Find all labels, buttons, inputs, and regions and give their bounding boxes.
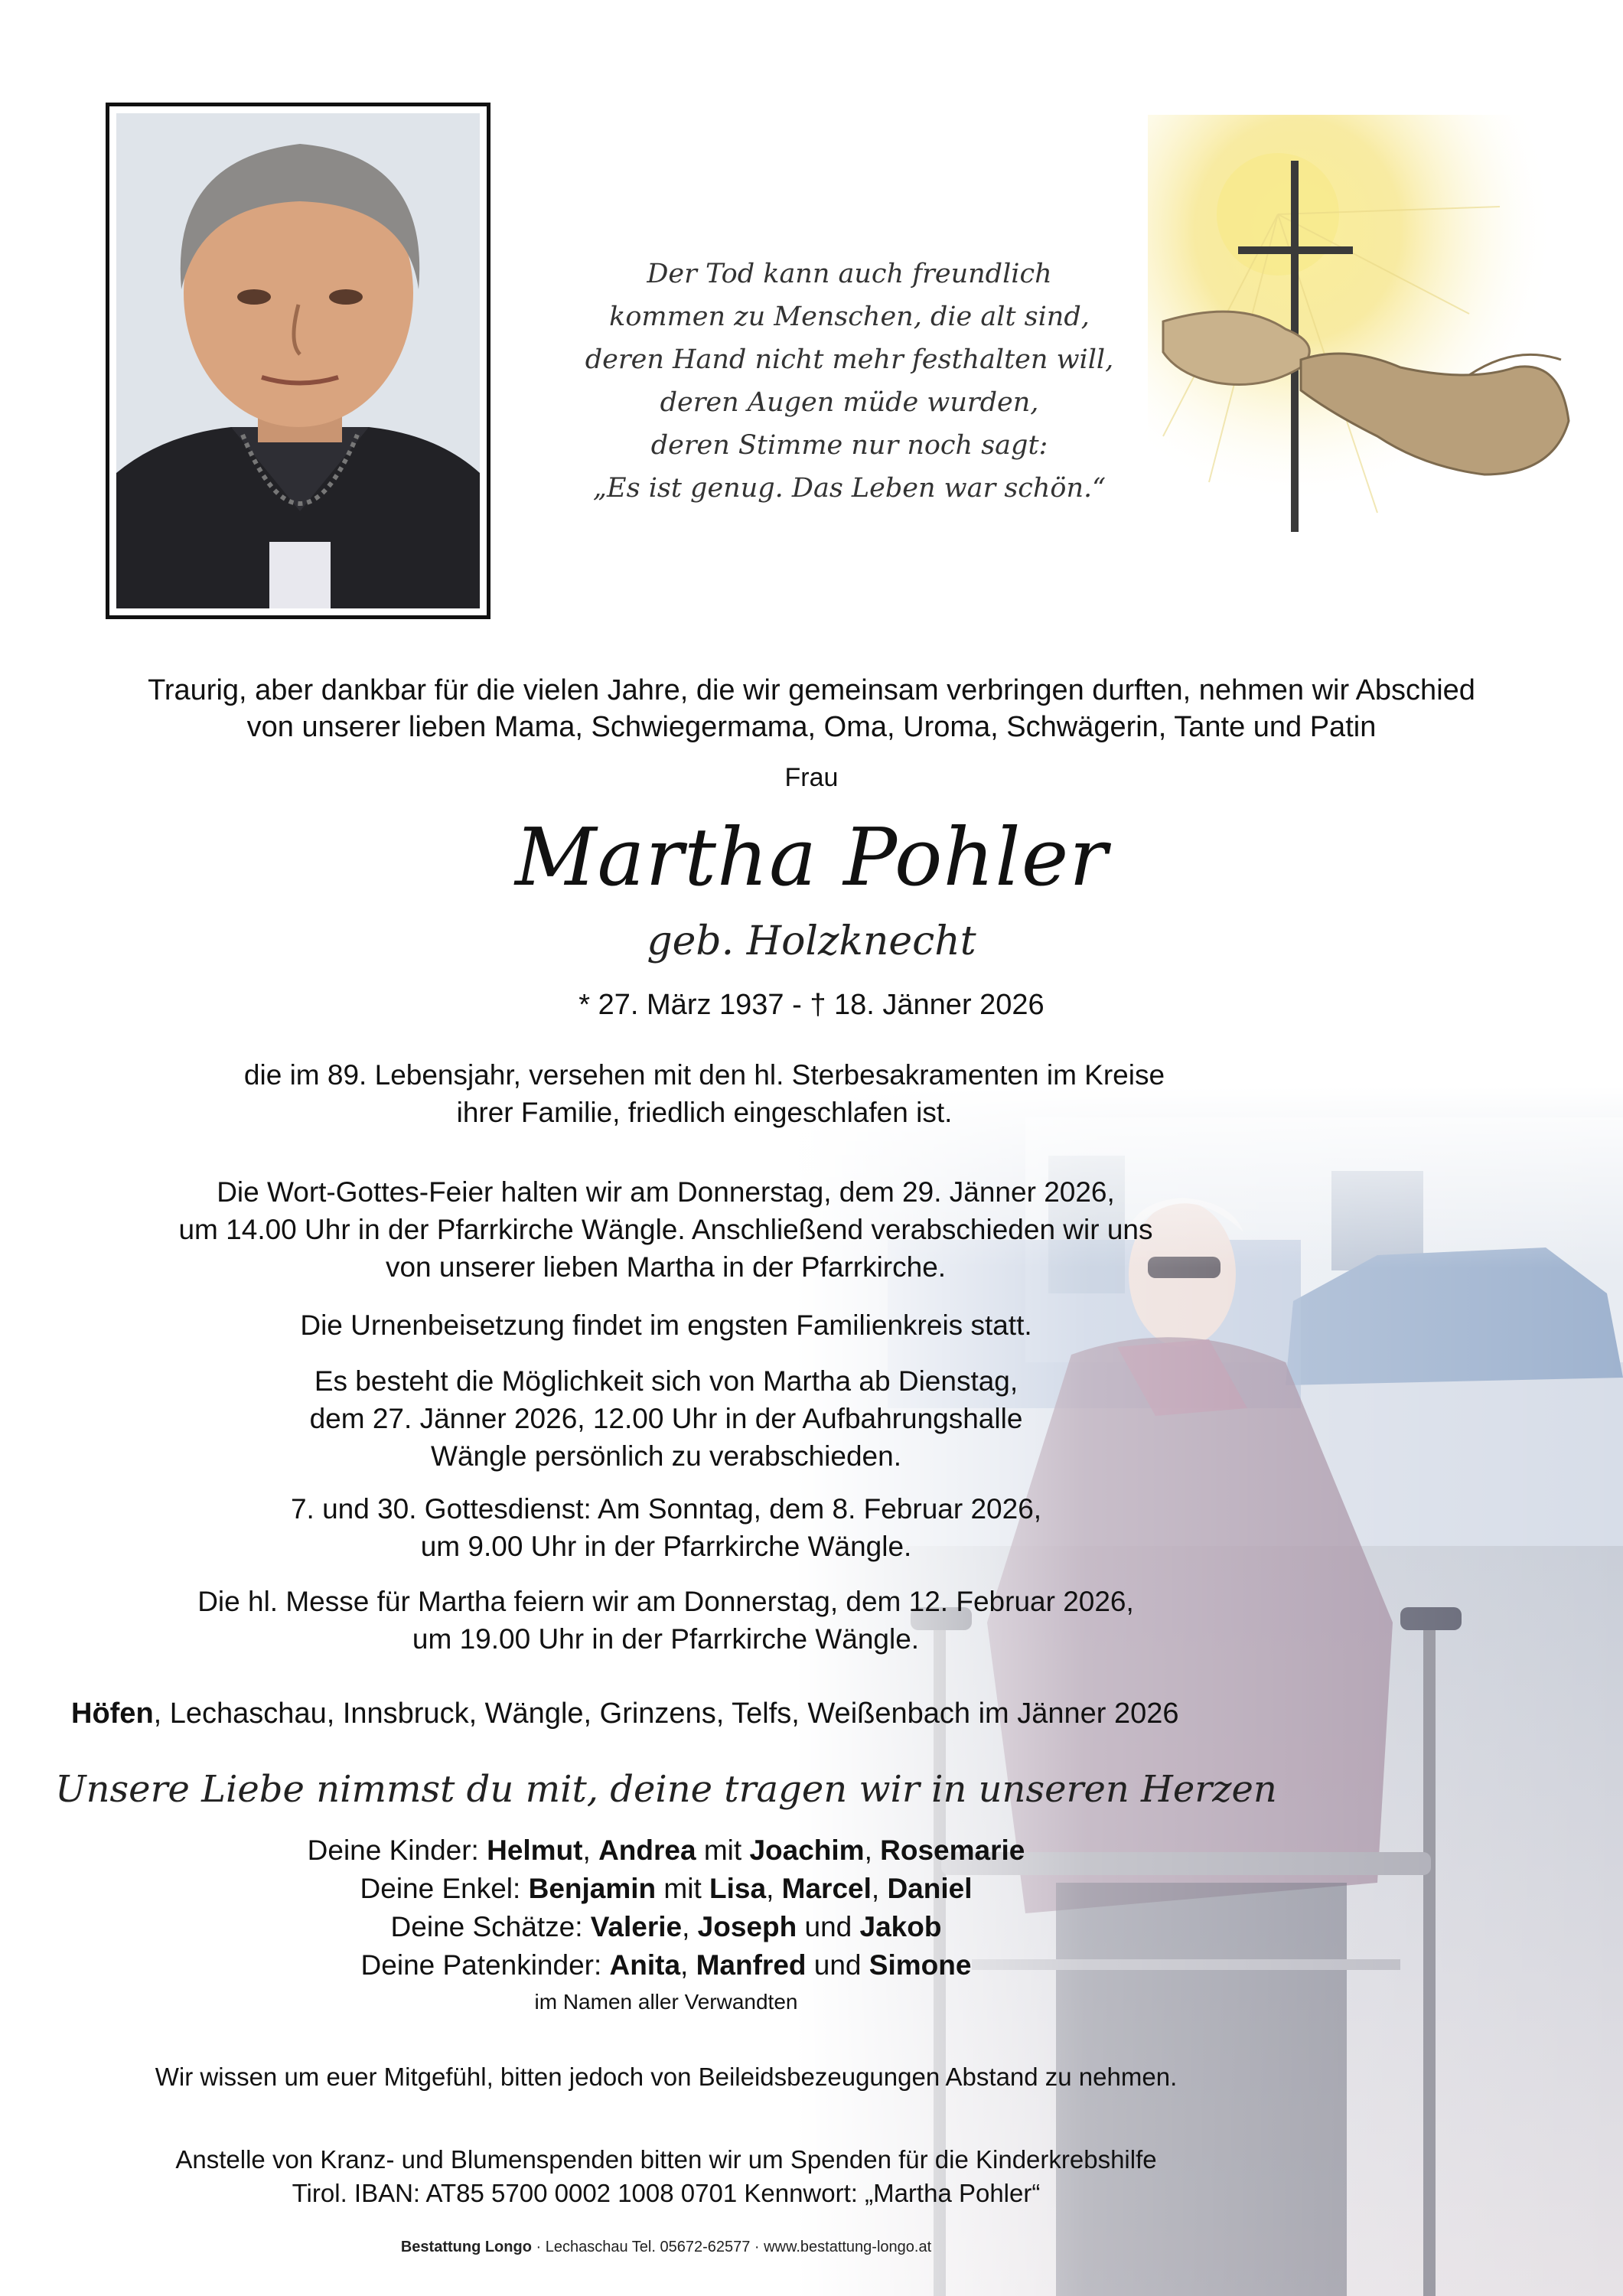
ceremony-line: Die Wort-Gottes-Feier halten wir am Donnerstag, dem 29. Jänner 2026, [217,1176,1115,1208]
poem-line: deren Augen müde wurden, [660,387,1039,418]
donation-line: Anstelle von Kranz- und Blumenspenden bitten wir um Spenden für die Kinderkrebshilfe [175,2145,1157,2174]
ceremony-text [92,1173,1240,1286]
separator: , [582,1835,599,1866]
mass-text [92,1583,1240,1658]
family-member: Jakob [859,1911,942,1942]
maiden-name: geb. Holzknecht [647,918,976,964]
family-label: Deine Schätze: [390,1911,591,1942]
poem-line: „Es ist genug. Das Leben war schön.“ [592,473,1106,504]
family-children [153,1831,1179,1870]
places-bold: Höfen [71,1698,154,1730]
poem-line: kommen zu Menschen, die alt sind, [609,302,1090,332]
funeral-home-contact: · Lechaschau Tel. 05672-62577 · www.bestattung-longo.at [531,2239,932,2255]
funeral-home-footer [0,2239,1332,2256]
on-behalf-text: im Namen aller Verwandten [534,1990,798,2014]
poem [551,253,1148,510]
viewing-line: Wängle persönlich zu verabschieden. [431,1440,901,1472]
poem-line: deren Stimme nur noch sagt: [650,430,1048,461]
family-godchildren [153,1946,1179,1985]
family-label: Deine Patenkinder: [360,1949,610,1981]
separator: , [766,1873,782,1904]
family-member: Anita [609,1949,681,1981]
motto: Unsere Liebe nimmst du mit, deine tragen wir in unseren Herzen [55,1768,1277,1811]
portrait-photo [106,103,490,619]
cross-hands-illustration [1148,115,1576,574]
intro-line: Traurig, aber dankbar für die vielen Jahre, die wir gemeinsam verbringen durften, nehmen wir Abschied [148,674,1475,706]
mass-line: um 19.00 Uhr in der Pfarrkirche Wängle. [412,1623,920,1655]
separator: , [680,1949,696,1981]
connector: und [806,1949,869,1981]
family-member: Simone [869,1949,972,1981]
family-member: Manfred [696,1949,807,1981]
family-member: Marcel [781,1873,872,1904]
died-line: ihrer Familie, friedlich eingeschlafen ist. [456,1097,953,1128]
separator: , [871,1873,888,1904]
family-member: Daniel [887,1873,973,1904]
family-member: Helmut [487,1835,583,1866]
family-member: Andrea [598,1835,696,1866]
ceremony-line: um 14.00 Uhr in der Pfarrkirche Wängle. Anschließend verabschieden wir uns [178,1214,1153,1245]
family-member: Benjamin [528,1873,657,1904]
ceremony-line: von unserer lieben Martha in der Pfarrkirche. [385,1251,947,1283]
family-member: Joseph [697,1911,797,1942]
life-dates: * 27. März 1937 - † 18. Jänner 2026 [578,989,1045,1021]
viewing-line: dem 27. Jänner 2026, 12.00 Uhr in der Aufbahrungshalle [309,1403,1023,1434]
family-member: Lisa [709,1873,767,1904]
separator: , [864,1835,881,1866]
mass-line: Die hl. Messe für Martha feiern wir am Donnerstag, dem 12. Februar 2026, [197,1586,1134,1617]
urn-burial-text: Die Urnenbeisetzung findet im engsten Familienkreis statt. [300,1309,1032,1341]
died-line: die im 89. Lebensjahr, versehen mit den hl. Sterbesakramenten im Kreise [243,1059,1165,1091]
service-line: um 9.00 Uhr in der Pfarrkirche Wängle. [420,1531,912,1562]
poem-line: Der Tod kann auch freundlich [647,259,1052,289]
separator: , [682,1911,698,1942]
places-line [71,1698,1372,1730]
intro-line: von unserer lieben Mama, Schwiegermama, Oma, Uroma, Schwägerin, Tante und Patin [246,711,1377,743]
poem-line: deren Hand nicht mehr festhalten will, [585,344,1114,375]
funeral-home-name: Bestattung Longo [400,2239,532,2255]
family-great-grandchildren [153,1908,1179,1946]
family-label: Deine Enkel: [360,1873,529,1904]
service-text [153,1490,1179,1565]
family-label: Deine Kinder: [307,1835,487,1866]
donation-text [69,2143,1263,2210]
died-text [230,1056,1179,1131]
intro-text [69,672,1554,745]
viewing-text [153,1362,1179,1475]
connector: mit [696,1835,750,1866]
donation-line: Tirol. IBAN: AT85 5700 0002 1008 0701 Kennwort: „Martha Pohler“ [292,2179,1041,2207]
family-member: Rosemarie [880,1835,1025,1866]
service-line: 7. und 30. Gottesdienst: Am Sonntag, dem 8. Februar 2026, [290,1493,1042,1525]
connector: und [797,1911,860,1942]
viewing-line: Es besteht die Möglichkeit sich von Martha ab Dienstag, [314,1365,1018,1397]
condolence-note: Wir wissen um euer Mitgefühl, bitten jedoch von Beileidsbezeugungen Abstand zu nehmen. [155,2063,1178,2091]
deceased-name: Martha Pohler [515,810,1108,904]
salutation: Frau [784,763,839,792]
family-grandchildren [153,1870,1179,1908]
connector: mit [656,1873,710,1904]
family-list [153,1831,1179,1985]
family-member: Valerie [590,1911,683,1942]
family-member: Joachim [749,1835,865,1866]
places-rest: , Lechaschau, Innsbruck, Wängle, Grinzens, Telfs, Weißenbach im Jänner 2026 [153,1698,1179,1730]
